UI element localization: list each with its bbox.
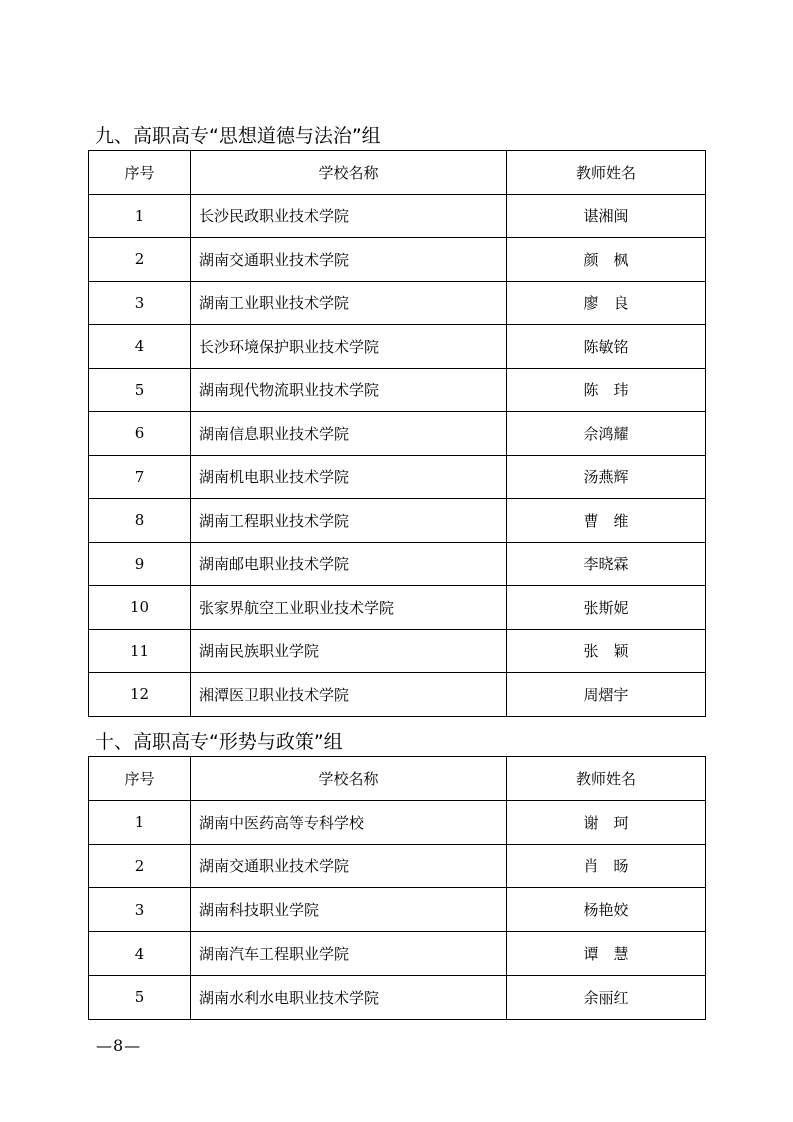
cell-no: 6 — [89, 412, 191, 456]
cell-no: 3 — [89, 281, 191, 325]
cell-teacher: 谭 慧 — [507, 932, 706, 976]
cell-teacher: 陈敏铭 — [507, 325, 706, 369]
cell-school: 湖南工程职业技术学院 — [191, 499, 507, 543]
cell-school: 长沙民政职业技术学院 — [191, 194, 507, 238]
cell-no: 8 — [89, 499, 191, 543]
page-number: —8— — [96, 1036, 142, 1055]
cell-no: 2 — [89, 238, 191, 282]
header-school: 学校名称 — [191, 151, 507, 195]
cell-teacher: 周熠宇 — [507, 673, 706, 717]
cell-teacher: 佘鸿耀 — [507, 412, 706, 456]
table-row — [89, 542, 706, 586]
table-row — [89, 499, 706, 543]
cell-teacher: 张斯妮 — [507, 586, 706, 630]
cell-teacher: 曹 维 — [507, 499, 706, 543]
table-row — [89, 932, 706, 976]
section-title: 九、高职高专“思想道德与法治”组 — [95, 125, 381, 147]
cell-school: 湖南交通职业技术学院 — [191, 844, 507, 888]
cell-teacher: 谢 珂 — [507, 800, 706, 844]
header-no: 序号 — [89, 151, 191, 195]
header-teacher: 教师姓名 — [507, 757, 706, 801]
table-row — [89, 888, 706, 932]
cell-teacher: 肖 旸 — [507, 844, 706, 888]
cell-school: 湖南工业职业技术学院 — [191, 281, 507, 325]
cell-teacher: 汤燕辉 — [507, 455, 706, 499]
table-row — [89, 844, 706, 888]
cell-school: 长沙环境保护职业技术学院 — [191, 325, 507, 369]
cell-no: 2 — [89, 844, 191, 888]
cell-no: 7 — [89, 455, 191, 499]
cell-school: 湘潭医卫职业技术学院 — [191, 673, 507, 717]
cell-school: 湖南邮电职业技术学院 — [191, 542, 507, 586]
cell-no: 12 — [89, 673, 191, 717]
table-row — [89, 325, 706, 369]
cell-teacher: 廖 良 — [507, 281, 706, 325]
section-title: 十、高职高专“形势与政策”组 — [95, 731, 343, 753]
table-row — [89, 412, 706, 456]
cell-school: 湖南汽车工程职业学院 — [191, 932, 507, 976]
award-table-ideology-law — [88, 150, 706, 717]
cell-no: 5 — [89, 975, 191, 1019]
table-header-row — [89, 757, 706, 801]
cell-no: 3 — [89, 888, 191, 932]
cell-school: 湖南中医药高等专科学校 — [191, 800, 507, 844]
table-row — [89, 238, 706, 282]
table-row — [89, 455, 706, 499]
cell-teacher: 杨艳姣 — [507, 888, 706, 932]
cell-no: 4 — [89, 932, 191, 976]
cell-school: 湖南现代物流职业技术学院 — [191, 368, 507, 412]
table-row — [89, 281, 706, 325]
cell-no: 10 — [89, 586, 191, 630]
cell-teacher: 颜 枫 — [507, 238, 706, 282]
cell-no: 1 — [89, 194, 191, 238]
cell-no: 4 — [89, 325, 191, 369]
cell-teacher: 陈 玮 — [507, 368, 706, 412]
header-no: 序号 — [89, 757, 191, 801]
cell-school: 张家界航空工业职业技术学院 — [191, 586, 507, 630]
header-teacher: 教师姓名 — [507, 151, 706, 195]
cell-school: 湖南信息职业技术学院 — [191, 412, 507, 456]
cell-teacher: 谌湘闽 — [507, 194, 706, 238]
table-row — [89, 629, 706, 673]
cell-school: 湖南水利水电职业技术学院 — [191, 975, 507, 1019]
table-row — [89, 368, 706, 412]
cell-teacher: 李晓霖 — [507, 542, 706, 586]
table-row — [89, 586, 706, 630]
cell-teacher: 张 颖 — [507, 629, 706, 673]
header-school: 学校名称 — [191, 757, 507, 801]
cell-no: 5 — [89, 368, 191, 412]
cell-no: 1 — [89, 800, 191, 844]
cell-school: 湖南科技职业学院 — [191, 888, 507, 932]
cell-no: 11 — [89, 629, 191, 673]
cell-school: 湖南民族职业学院 — [191, 629, 507, 673]
table-row — [89, 673, 706, 717]
table-header-row — [89, 151, 706, 195]
cell-school: 湖南交通职业技术学院 — [191, 238, 507, 282]
cell-teacher: 余丽红 — [507, 975, 706, 1019]
table-row — [89, 975, 706, 1019]
cell-no: 9 — [89, 542, 191, 586]
table-row — [89, 194, 706, 238]
award-table-situation-policy — [88, 756, 706, 1020]
table-row — [89, 800, 706, 844]
cell-school: 湖南机电职业技术学院 — [191, 455, 507, 499]
